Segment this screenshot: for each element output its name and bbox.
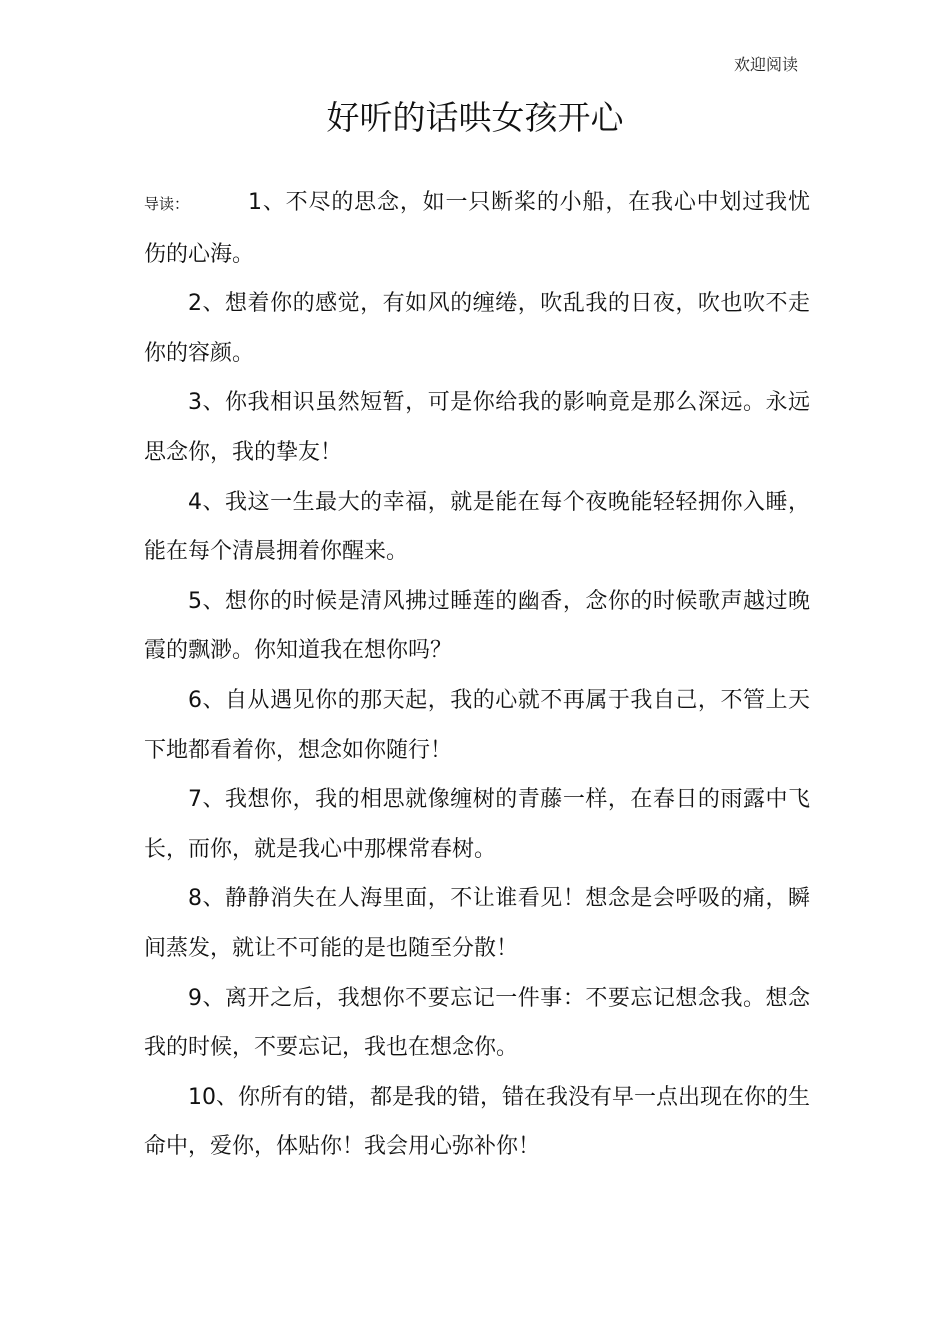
paragraph-9: 9、离开之后，我想你不要忘记一件事：不要忘记想念我。想念我的时候，不要忘记，我也在想念你。 (144, 985, 810, 1061)
paragraph-5: 5、想你的时候是清风拂过睡莲的幽香，念你的时候歌声越过晚霞的飘渺。你知道我在想你吗？ (144, 588, 810, 664)
paragraph-3: 3、你我相识虽然短暂，可是你给我的影响竟是那么深远。永远思念你，我的挚友！ (144, 390, 810, 465)
document-title: 好听的话哄女孩开心 (326, 98, 624, 137)
paragraph-1-text: 1、不尽的思念，如一只断桨的小船，在我心中划过我忧伤的心海。 (144, 190, 810, 267)
document-body (144, 178, 810, 1172)
paragraph-2: 2、想着你的感觉，有如风的缠绻，吹乱我的日夜，吹也吹不走你的容颜。 (144, 291, 810, 366)
header-note: 欢迎阅读 (733, 55, 798, 74)
paragraph-8: 8、静静消失在人海里面，不让谁看见！想念是会呼吸的痛，瞬间蒸发，就让不可能的是也随至分散！ (144, 886, 810, 961)
paragraph-4: 4、我这一生最大的幸福，就是能在每个夜晚能轻轻拥你入睡，能在每个清晨拥着你醒来。 (144, 489, 810, 565)
intro-label: 导读： (144, 195, 190, 213)
paragraph-7: 7、我想你，我的相思就像缠树的青藤一样，在春日的雨露中飞长，而你，就是我心中那棵常春树。 (144, 787, 810, 862)
paragraph-10: 10、你所有的错，都是我的错，错在我没有早一点出现在你的生命中，爱你，体贴你！我会用心弥补你！ (144, 1084, 810, 1160)
paragraph-1 (144, 178, 810, 279)
paragraph-6: 6、自从遇见你的那天起，我的心就不再属于我自己，不管上天下地都看着你，想念如你随行！ (144, 687, 810, 763)
